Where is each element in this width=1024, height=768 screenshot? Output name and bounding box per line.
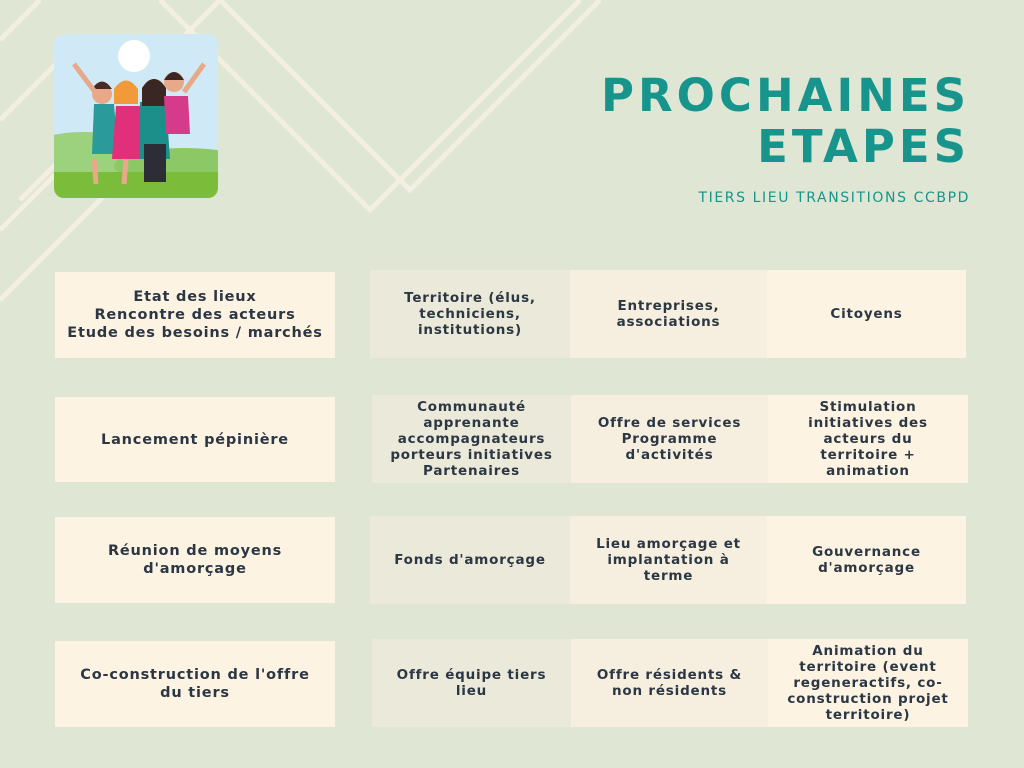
row-3-cell-fonds: Fonds d'amorçage (370, 516, 570, 604)
row-2-cell-communaute: Communauté apprenante accompagnateurs porteurs initiatives Partenaires (372, 395, 571, 483)
row-3-label: Réunion de moyens d'amorçage (55, 517, 335, 603)
title-line-2: ETAPES (757, 120, 970, 173)
row-1-cell-territoire: Territoire (élus, techniciens, institutions) (370, 270, 570, 358)
row-1-cell-citoyens: Citoyens (767, 270, 966, 358)
women-group-icon (54, 34, 218, 198)
row-4-cell-offre-residents: Offre résidents & non résidents (571, 639, 768, 727)
logo-image (54, 34, 218, 198)
page-title (550, 70, 970, 172)
title-line-1: PROCHAINES (601, 69, 970, 122)
row-4-label: Co-construction de l'offre du tiers (55, 641, 335, 727)
row-1-cell-entreprises: Entreprises, associations (570, 270, 767, 358)
row-4-cell-animation: Animation du territoire (event regeneractifs, co- construction projet territoire) (768, 639, 968, 727)
row-4-cell-offre-equipe: Offre équipe tiers lieu (372, 639, 571, 727)
row-2-cell-offre-services: Offre de services Programme d'activités (571, 395, 768, 483)
row-2-label: Lancement pépinière (55, 397, 335, 482)
row-1-label: Etat des lieux Rencontre des acteurs Etude des besoins / marchés (55, 272, 335, 358)
row-3-cell-gouvernance: Gouvernance d'amorçage (767, 516, 966, 604)
row-3-cell-lieu: Lieu amorçage et implantation à terme (570, 516, 767, 604)
row-2-cell-stimulation: Stimulation initiatives des acteurs du territoire + animation (768, 395, 968, 483)
subtitle: TIERS LIEU TRANSITIONS CCBPD (698, 190, 970, 206)
